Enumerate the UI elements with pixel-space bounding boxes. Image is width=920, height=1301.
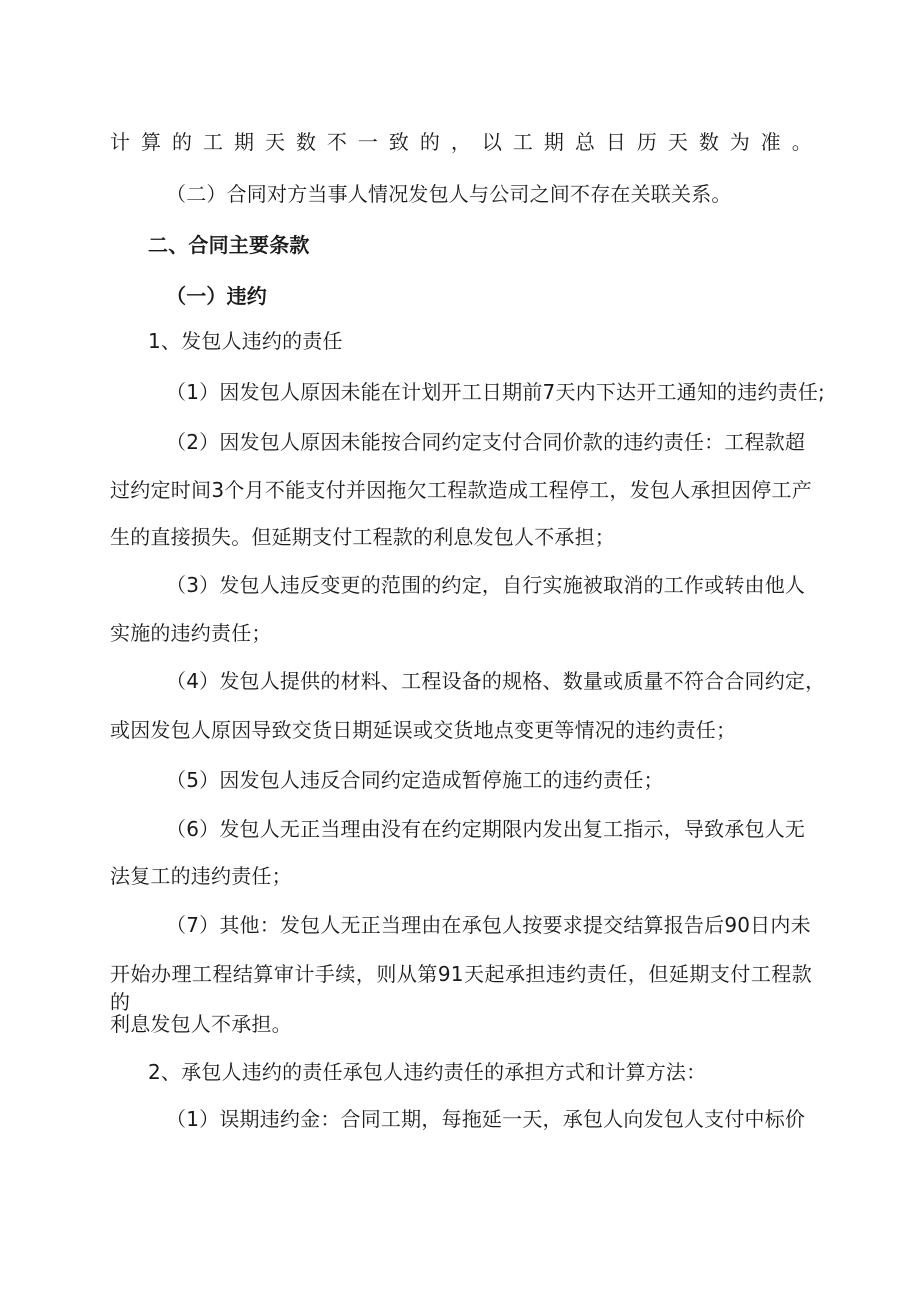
- paragraph-line: 开始办理工程结算审计手续，则从第91天起承担违约责任，但延期支付工程款的: [110, 962, 812, 1014]
- paragraph-line: 生的直接损失。但延期支付工程款的利息发包人不承担；: [110, 525, 615, 549]
- paragraph-line: （1）因发包人原因未能在计划开工日期前7天内下达开工通知的违约责任;: [166, 380, 825, 404]
- paragraph-line: 计算的工期天数不一致的，以工期总日历天数为准。: [110, 130, 812, 154]
- subsection-heading: （一）违约: [166, 284, 267, 308]
- section-heading: 二、合同主要条款: [148, 233, 310, 257]
- paragraph-line: （二）合同对方当事人情况发包人与公司之间不存在关联关系。: [166, 182, 732, 206]
- paragraph-line: （3）发包人违反变更的范围的约定，自行实施被取消的工作或转由他人: [166, 573, 806, 597]
- paragraph-line: （5）因发包人违反合同约定造成暂停施工的违约责任；: [166, 768, 664, 792]
- clause-heading: 2、承包人违约的责任承包人违约责任的承担方式和计算方法：: [148, 1060, 707, 1084]
- paragraph-line: 法复工的违约责任；: [110, 864, 292, 888]
- paragraph-line: （4）发包人提供的材料、工程设备的规格、数量或质量不符合合同约定，: [166, 669, 826, 693]
- paragraph-line: （6）发包人无正当理由没有在约定期限内发出复工指示，导致承包人无: [166, 817, 806, 841]
- paragraph-line: （1）误期违约金：合同工期，每拖延一天，承包人向发包人支付中标价: [166, 1107, 806, 1131]
- paragraph-line: 过约定时间3个月不能支付并因拖欠工程款造成工程停工，发包人承担因停工产: [110, 478, 812, 502]
- paragraph-line: （2）因发包人原因未能按合同约定支付合同价款的违约责任：工程款超: [166, 430, 806, 454]
- paragraph-line: 或因发包人原因导致交货日期延误或交货地点变更等情况的违约责任；: [110, 718, 737, 742]
- paragraph-line: （7）其他：发包人无正当理由在承包人按要求提交结算报告后90日内未: [166, 913, 811, 937]
- paragraph-line: 利息发包人不承担。: [110, 1012, 292, 1036]
- clause-heading: 1、发包人违约的责任: [148, 329, 343, 353]
- paragraph-line: 实施的违约责任；: [110, 621, 272, 645]
